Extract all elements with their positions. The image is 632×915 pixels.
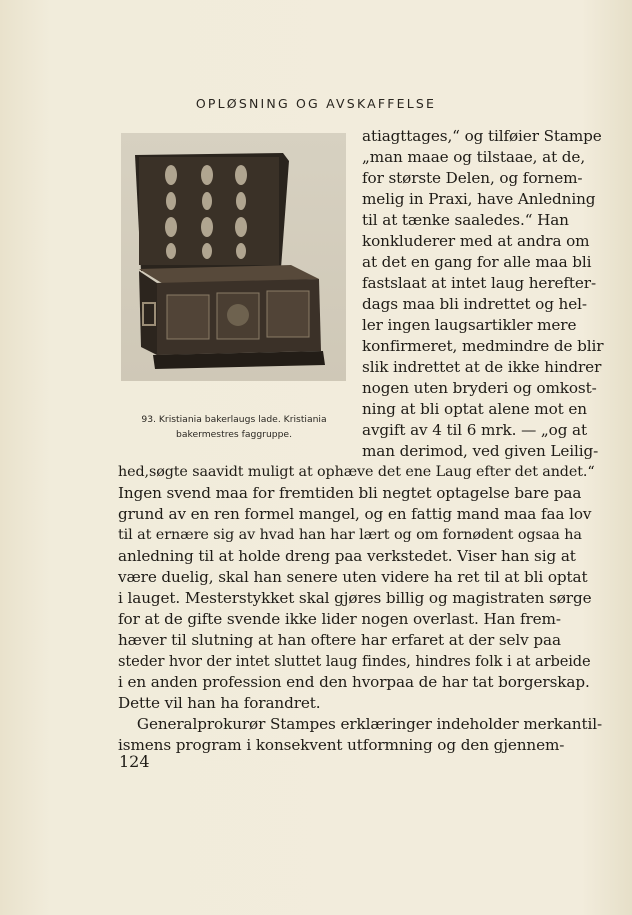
text-line: dags maa bli indrettet og hel- — [362, 295, 587, 313]
text-line: avgift av 4 til 6 mrk. — „og at — [362, 421, 588, 439]
text-line: atiagttages,“ og tilføier Stampe — [362, 127, 602, 145]
text-line: grund av en ren formel mangel, og en fattig mand maa faa lov — [118, 505, 592, 523]
text-line: slik indrettet at de ikke hindrer — [362, 358, 602, 376]
text-line: i lauget. Mesterstykket skal gjøres billig og magistraten sørge — [118, 589, 592, 607]
text-line: fastslaat at intet laug herefter- — [362, 274, 596, 292]
page-number: 124 — [119, 752, 150, 771]
running-head: OPLØSNING OG AVSKAFFELSE — [195, 96, 437, 111]
text-line: for største Delen, og fornem- — [362, 169, 583, 187]
text-line: ning at bli optat alene mot en — [362, 400, 587, 418]
text-line: for at de gifte svende ikke lider nogen overlast. Han frem- — [118, 610, 561, 628]
text-line: Generalprokurør Stampes erklæringer indeholder merkantil- — [118, 715, 603, 733]
text-line: anledning til at holde dreng paa verkstedet. Viser han sig at — [118, 547, 576, 565]
text-line: at det en gang for alle maa bli — [362, 253, 592, 271]
caption-line: bakermestres faggruppe. — [175, 429, 292, 440]
chest-photo-icon — [121, 133, 346, 381]
text-line: nogen uten bryderi og omkost- — [362, 379, 597, 397]
figure-caption — [118, 412, 350, 442]
text-line: steder hvor der intet sluttet laug findes, hindres folk i at arbeide — [118, 653, 591, 670]
text-line: til at ernære sig av hvad han har lært og om fornødent ogsaa ha — [118, 527, 582, 543]
text-line: „man maae og tilstaae, at de, — [362, 148, 586, 166]
text-line: ler ingen laugsartikler mere — [362, 316, 577, 334]
text-line: Dette vil han ha forandret. — [118, 694, 321, 712]
text-line: man derimod, ved given Leilig- — [362, 442, 599, 460]
text-line: være duelig, skal han senere uten videre ha ret til at bli optat — [118, 568, 588, 586]
text-line: konfirmeret, medmindre de blir — [362, 337, 604, 355]
text-line: til at tænke saaledes.“ Han — [362, 211, 569, 229]
text-line: hed,søgte saavidt muligt at ophæve det ene Laug efter det andet.“ — [118, 464, 595, 480]
text-line: melig in Praxi, have Anledning — [362, 190, 596, 208]
text-line: i en anden profession end den hvorpaa de har tat borgerskap. — [118, 673, 590, 691]
text-line: ismens program i konsekvent utformning og den gjennem- — [118, 736, 565, 754]
text-line: konkluderer med at andra om — [362, 232, 590, 250]
figure-photo — [121, 133, 346, 381]
text-line: Ingen svend maa for fremtiden bli negtet optagelse bare paa — [118, 484, 582, 502]
text-line: hæver til slutning at han oftere har erfaret at der selv paa — [118, 631, 561, 649]
caption-line: 93. Kristiania bakerlaugs lade. Kristiania — [141, 414, 327, 425]
